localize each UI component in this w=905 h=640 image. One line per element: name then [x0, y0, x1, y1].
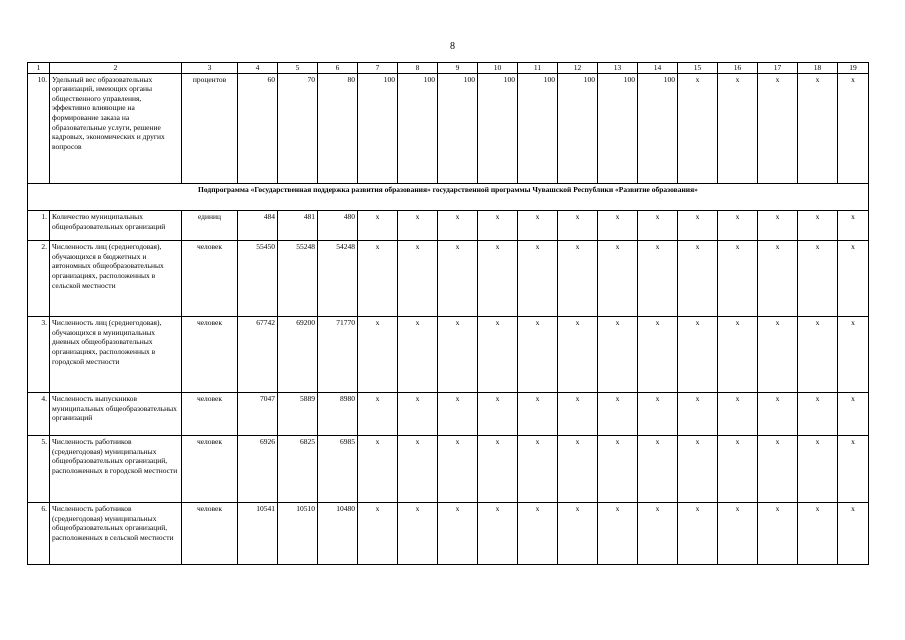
value-cell: 10480 — [318, 503, 358, 565]
value-cell: x — [638, 211, 678, 241]
value-cell: x — [558, 393, 598, 436]
column-header: 14 — [638, 63, 678, 74]
value-cell: 6926 — [238, 436, 278, 503]
value-cell: 55248 — [278, 241, 318, 317]
column-header: 17 — [758, 63, 798, 74]
value-cell: x — [758, 503, 798, 565]
value-cell: x — [838, 73, 869, 183]
value-cell: 100 — [398, 73, 438, 183]
value-cell: x — [718, 317, 758, 393]
value-cell: 5889 — [278, 393, 318, 436]
value-cell: x — [678, 241, 718, 317]
value-cell: 480 — [318, 211, 358, 241]
value-cell: x — [638, 393, 678, 436]
value-cell: 10510 — [278, 503, 318, 565]
column-header: 1 — [28, 63, 50, 74]
value-cell: x — [518, 503, 558, 565]
value-cell: 10541 — [238, 503, 278, 565]
value-cell: 80 — [318, 73, 358, 183]
value-cell: x — [478, 393, 518, 436]
value-cell: x — [838, 436, 869, 503]
value-cell: x — [718, 241, 758, 317]
value-cell: x — [678, 73, 718, 183]
value-cell: 71770 — [318, 317, 358, 393]
value-cell: 100 — [638, 73, 678, 183]
value-cell: x — [558, 211, 598, 241]
value-cell: 70 — [278, 73, 318, 183]
row-number: 2. — [28, 241, 50, 317]
value-cell: 100 — [598, 73, 638, 183]
table-row — [28, 436, 869, 503]
subprogram-spacer-row — [28, 195, 869, 211]
value-cell: x — [398, 211, 438, 241]
column-header: 7 — [358, 63, 398, 74]
value-cell: x — [358, 436, 398, 503]
value-cell: x — [558, 241, 598, 317]
value-cell: x — [358, 211, 398, 241]
value-cell: x — [838, 393, 869, 436]
column-header: 6 — [318, 63, 358, 74]
value-cell: x — [518, 317, 558, 393]
value-cell: x — [598, 317, 638, 393]
value-cell: x — [398, 503, 438, 565]
value-cell: x — [758, 211, 798, 241]
table-row — [28, 241, 869, 317]
value-cell: x — [718, 211, 758, 241]
value-cell: x — [758, 241, 798, 317]
value-cell: x — [718, 503, 758, 565]
column-header: 12 — [558, 63, 598, 74]
value-cell: 54248 — [318, 241, 358, 317]
value-cell: 7047 — [238, 393, 278, 436]
value-cell: x — [478, 436, 518, 503]
column-header: 18 — [798, 63, 838, 74]
column-header: 2 — [50, 63, 182, 74]
column-header: 11 — [518, 63, 558, 74]
value-cell: x — [518, 211, 558, 241]
value-cell: x — [758, 317, 798, 393]
value-cell: x — [398, 393, 438, 436]
value-cell: x — [678, 393, 718, 436]
row-number: 3. — [28, 317, 50, 393]
value-cell: x — [718, 73, 758, 183]
value-cell: x — [398, 436, 438, 503]
value-cell: x — [358, 317, 398, 393]
value-cell: 100 — [478, 73, 518, 183]
unit-cell: единиц — [182, 211, 238, 241]
value-cell: x — [438, 503, 478, 565]
value-cell: x — [638, 503, 678, 565]
value-cell: 55450 — [238, 241, 278, 317]
value-cell: x — [598, 503, 638, 565]
column-header: 19 — [838, 63, 869, 74]
value-cell: x — [558, 317, 598, 393]
value-cell: 67742 — [238, 317, 278, 393]
value-cell: x — [758, 393, 798, 436]
value-cell: x — [438, 211, 478, 241]
value-cell: x — [798, 393, 838, 436]
value-cell: x — [678, 503, 718, 565]
column-header: 9 — [438, 63, 478, 74]
value-cell: 8980 — [318, 393, 358, 436]
value-cell: x — [438, 436, 478, 503]
value-cell: x — [518, 436, 558, 503]
value-cell: x — [398, 241, 438, 317]
row-number: 1. — [28, 211, 50, 241]
unit-cell: процентов — [182, 73, 238, 183]
indicators-table — [27, 62, 869, 565]
value-cell: x — [678, 211, 718, 241]
value-cell: x — [798, 241, 838, 317]
value-cell: 484 — [238, 211, 278, 241]
spacer-cell — [28, 195, 869, 211]
value-cell: 69200 — [278, 317, 318, 393]
table-row — [28, 317, 869, 393]
value-cell: x — [518, 393, 558, 436]
column-header: 8 — [398, 63, 438, 74]
value-cell: x — [358, 393, 398, 436]
column-header: 3 — [182, 63, 238, 74]
value-cell: x — [638, 436, 678, 503]
unit-cell: человек — [182, 393, 238, 436]
column-header: 13 — [598, 63, 638, 74]
value-cell: 6985 — [318, 436, 358, 503]
column-header: 5 — [278, 63, 318, 74]
value-cell: x — [478, 317, 518, 393]
value-cell: 60 — [238, 73, 278, 183]
value-cell: x — [598, 211, 638, 241]
value-cell: x — [358, 241, 398, 317]
value-cell: x — [358, 503, 398, 565]
value-cell: 100 — [558, 73, 598, 183]
value-cell: x — [438, 317, 478, 393]
column-header: 10 — [478, 63, 518, 74]
column-header: 15 — [678, 63, 718, 74]
value-cell: x — [678, 436, 718, 503]
unit-cell: человек — [182, 317, 238, 393]
table-row — [28, 211, 869, 241]
subprogram-title: Подпрограмма «Государственная поддержка развития образования» государственной программы Чувашской Республики «Развитие образования» — [28, 183, 869, 195]
value-cell: x — [398, 317, 438, 393]
row-number: 10. — [28, 73, 50, 183]
value-cell: x — [598, 436, 638, 503]
value-cell: 100 — [518, 73, 558, 183]
indicator-name: Количество муниципальных общеобразовательных организаций — [50, 211, 182, 241]
value-cell: x — [598, 393, 638, 436]
value-cell: x — [798, 503, 838, 565]
unit-cell: человек — [182, 503, 238, 565]
value-cell: x — [798, 317, 838, 393]
indicator-name: Численность лиц (среднегодовая), обучающихся в бюджетных и автономных общеобразовательных организациях, расположенных в сельской местности — [50, 241, 182, 317]
indicator-name: Численность лиц (среднегодовая), обучающихся в муниципальных дневных общеобразовательных организациях, расположенных в городской местности — [50, 317, 182, 393]
table-row — [28, 503, 869, 565]
value-cell: x — [478, 211, 518, 241]
unit-cell: человек — [182, 436, 238, 503]
table-row — [28, 73, 869, 183]
value-cell: x — [758, 436, 798, 503]
page-number: 8 — [450, 41, 455, 52]
subprogram-title-row — [28, 183, 869, 195]
value-cell: x — [838, 241, 869, 317]
row-number: 5. — [28, 436, 50, 503]
value-cell: x — [678, 317, 718, 393]
column-number-header-row — [28, 63, 869, 74]
unit-cell: человек — [182, 241, 238, 317]
value-cell: x — [438, 241, 478, 317]
column-header: 16 — [718, 63, 758, 74]
value-cell: x — [798, 436, 838, 503]
indicator-name: Численность выпускников муниципальных общеобразовательных организаций — [50, 393, 182, 436]
value-cell: x — [838, 211, 869, 241]
indicator-name: Численность работников (среднегодовая) муниципальных общеобразовательных организаций, расположенных в городской местности — [50, 436, 182, 503]
value-cell: 481 — [278, 211, 318, 241]
value-cell: x — [838, 503, 869, 565]
value-cell: x — [598, 241, 638, 317]
value-cell: x — [478, 503, 518, 565]
value-cell: x — [478, 241, 518, 317]
column-header: 4 — [238, 63, 278, 74]
value-cell: x — [798, 73, 838, 183]
value-cell: x — [638, 317, 678, 393]
row-number: 4. — [28, 393, 50, 436]
value-cell: 6825 — [278, 436, 318, 503]
value-cell: x — [558, 503, 598, 565]
value-cell: x — [518, 241, 558, 317]
value-cell: x — [718, 436, 758, 503]
value-cell: x — [638, 241, 678, 317]
value-cell: x — [798, 211, 838, 241]
value-cell: x — [558, 436, 598, 503]
value-cell: x — [838, 317, 869, 393]
row-number: 6. — [28, 503, 50, 565]
indicator-name: Численность работников (среднегодовая) муниципальных общеобразовательных организаций, расположенных в сельской местности — [50, 503, 182, 565]
value-cell: 100 — [438, 73, 478, 183]
value-cell: x — [758, 73, 798, 183]
value-cell: x — [718, 393, 758, 436]
indicator-name: Удельный вес образовательных организаций, имеющих органы общественного управления, эффективно влияющие на формирование заказа на образовательные услуги, решение кадровых, экономических и других вопросов — [50, 73, 182, 183]
value-cell: 100 — [358, 73, 398, 183]
table-row — [28, 393, 869, 436]
value-cell: x — [438, 393, 478, 436]
